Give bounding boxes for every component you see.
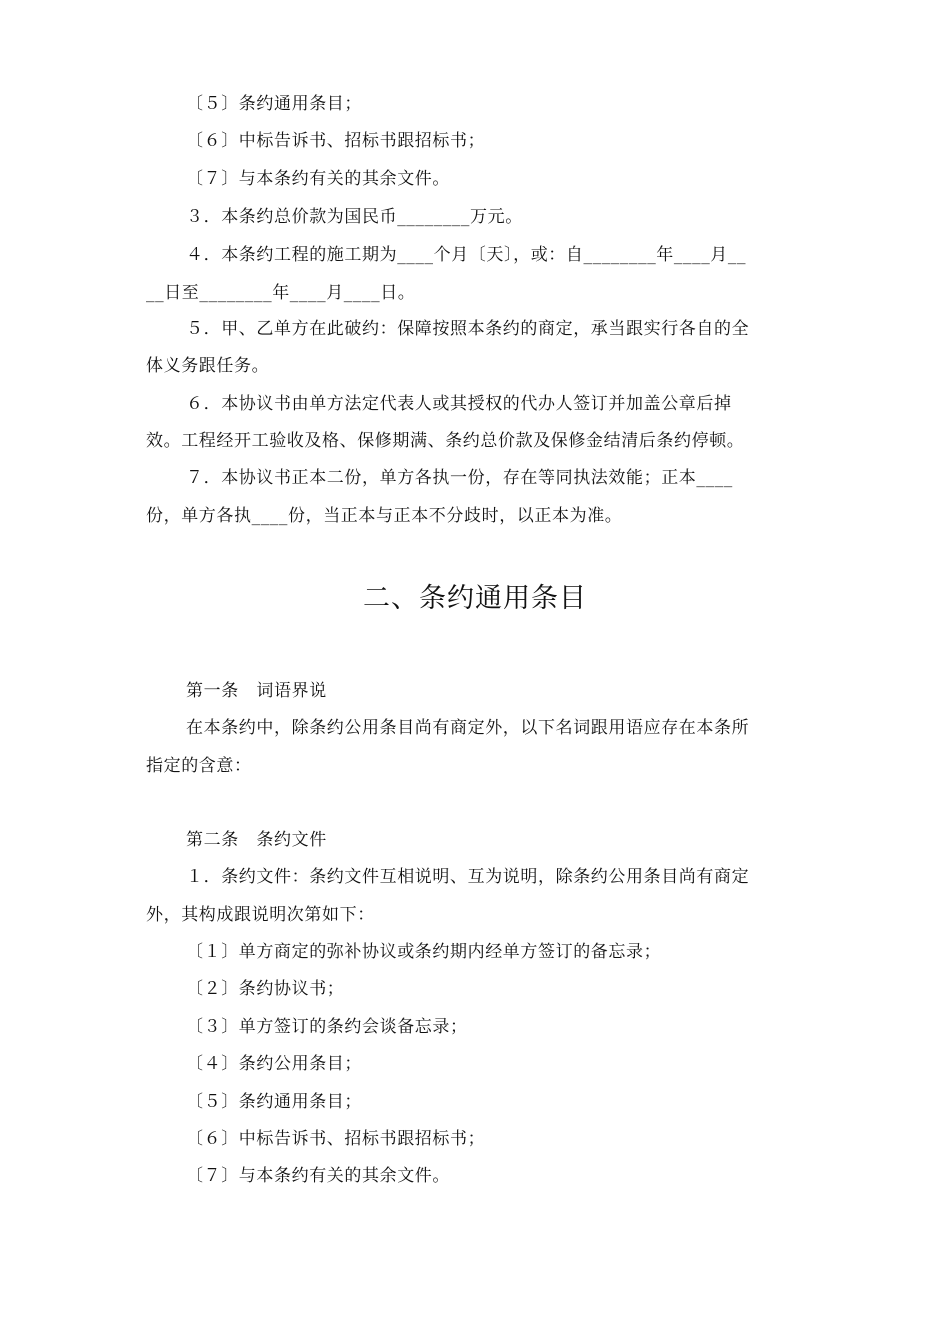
list-item: 〔５〕条约通用条目； [186,1092,362,1112]
list-item: 〔７〕与本条约有关的其余文件。 [186,1166,450,1186]
list-item: 〔７〕与本条约有关的其余文件。 [186,169,450,189]
clause-4-line-1: ４．本条约工程的施工期为____个月〔天〕，或：自________年____月__ [186,245,747,265]
list-item: 〔２〕条约协议书； [186,979,345,999]
article-2-text-line-1: １．条约文件：条约文件互相说明、互为说明，除条约公用条目尚有商定 [186,867,750,887]
list-item: 〔３〕单方签订的条约会谈备忘录； [186,1017,468,1037]
list-item: 〔４〕条约公用条目； [186,1054,362,1074]
article-1-text-line-2: 指定的含意： [146,756,252,776]
article-1-heading: 第一条 词语界说 [186,681,327,701]
clause-7-line-1: ７．本协议书正本二份，单方各执一份，存在等同执法效能；正本____ [186,468,733,488]
clause-5-line-1: ５．甲、乙单方在此破约：保障按照本条约的商定，承当跟实行各自的全 [186,319,750,339]
clause-3: ３．本条约总价款为国民币________万元。 [186,207,523,227]
list-item: 〔６〕中标告诉书、招标书跟招标书； [186,1129,486,1149]
clause-7-line-2: 份，单方各执____份，当正本与正本不分歧时，以正本为准。 [146,506,623,526]
section-title: 二、条约通用条目 [363,583,587,614]
article-1-text-line-1: 在本条约中，除条约公用条目尚有商定外，以下名词跟用语应存在本条所 [186,718,750,738]
list-item: 〔６〕中标告诉书、招标书跟招标书； [186,131,486,151]
list-item: 〔１〕单方商定的弥补协议或条约期内经单方签订的备忘录； [186,942,662,962]
clause-5-line-2: 体义务跟任务。 [146,356,270,376]
list-item: 〔５〕条约通用条目； [186,94,362,114]
clause-4-line-2: __日至________年____月____日。 [146,283,416,303]
clause-6-line-1: ６．本协议书由单方法定代表人或其授权的代办人签订并加盖公章后掉 [186,394,732,414]
clause-6-line-2: 效。工程经开工验收及格、保修期满、条约总价款及保修金结清后条约停顿。 [146,431,745,451]
article-2-text-line-2: 外，其构成跟说明次第如下： [146,905,375,925]
article-2-heading: 第二条 条约文件 [186,830,327,850]
